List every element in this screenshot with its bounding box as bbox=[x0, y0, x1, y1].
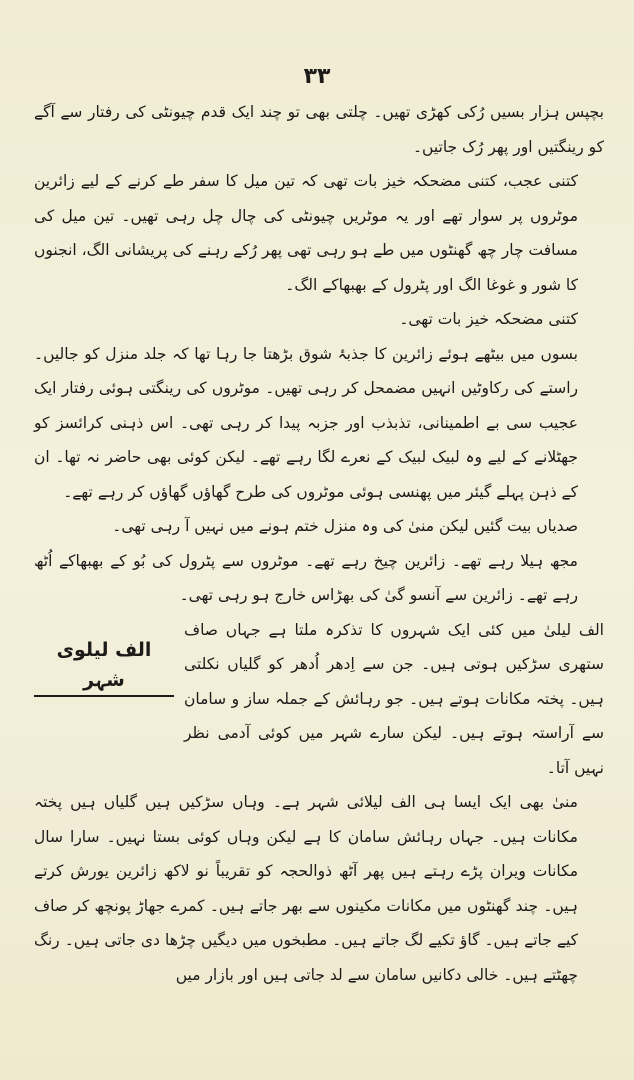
paragraph: کتنی عجب، کتنی مضحکہ خیز بات تھی کہ تین میل کا سفر طے کرنے کے لیے زائرین موٹروں پر سوار تھے اور یہ موٹریں چیونٹی کی چال چل رہی تھیں۔ تین میل کی مسافت چار چھ گھنٹوں میں طے ہو رہی تھی پھر رُکے رہنے کی پریشانی الگ، انجنوں کا شور و غوغا الگ اور پٹرول کے بھبھاکے الگ۔ bbox=[34, 172, 578, 294]
section-block bbox=[34, 613, 604, 786]
page-body bbox=[34, 95, 604, 992]
paragraph: کتنی مضحکہ خیز بات تھی۔ bbox=[399, 310, 578, 328]
closing-paragraph: منیٰ بھی ایک ایسا ہی الف لیلائی شہر ہے۔ وہاں سڑکیں ہیں گلیاں ہیں پختہ مکانات ہیں۔ جہاں رہائش سامان کا ہے لیکن وہاں کوئی بستا نہیں۔ سارا سال مکانات ویران پڑے رہتے ہیں پھر آٹھ ذوالحجہ کو تقریباً نو لاکھ زائرین یورش کرتے ہیں۔ چند گھنٹوں میں مکانات مکینوں سے بھر جاتے ہیں۔ کمرے جھاڑ پونچھ کر صاف کیے جاتے ہیں۔ گاؤ تکیے لگ جاتے ہیں۔ مطبخوں میں دیگیں چڑھا دی جاتی ہیں۔ رنگ چھٹتے ہیں۔ خالی دکانیں سامان سے لد جاتی ہیں اور بازار میں bbox=[34, 793, 578, 984]
paragraph: بسوں میں بیٹھے ہوئے زائرین کا جذبۂ شوق بڑھتا جا رہا تھا کہ جلد منزل کو جالیں۔ راستے کی رکاوٹیں انہیں مضمحل کر رہی تھیں۔ موٹروں کی رینگتی ہوئی رفتار ایک عجیب سی بے اطمینانی، تذبذب اور جزبہ پیدا کر رہی تھی۔ اس ذہنی کرائسز کو جھٹلانے کے لیے وہ لبیک لبیک کے نعرے لگا رہے تھے۔ لیکن کوئی بھی حاضر نہ تھا۔ ان کے ذہن پہلے گیئر میں پھنسی ہوئی موٹروں کی طرح گھاؤں گھاؤں کر رہے تھے۔ bbox=[34, 344, 578, 501]
paragraph: بچپس ہزار بسیں رُکی کھڑی تھیں۔ چلتی بھی تو چند ایک قدم چیونٹی کی رفتار سے آگے کو رینگتیں اور پھر رُک جاتیں۔ bbox=[34, 103, 604, 156]
section-heading: الف لیلوی شہر bbox=[34, 635, 174, 697]
section-paragraph: الف لیلیٰ میں کئی ایک شہروں کا تذکرہ ملتا ہے جہاں صاف ستھری سڑکیں ہوتی ہیں۔ جن سے اِدھر اُدھر کو گلیاں نکلتی ہیں۔ پختہ مکانات ہوتے ہیں۔ جو رہائش کے جملہ ساز و سامان سے آراستہ ہوتے ہیں۔ لیکن سارے شہر میں کوئی آدمی نظر نہیں آتا۔ bbox=[184, 620, 604, 777]
paragraph: صدیاں بیت گئیں لیکن منیٰ کی وہ منزل ختم ہونے میں نہیں آ رہی تھی۔ bbox=[112, 517, 578, 535]
paragraph: مجھ ہیلا رہے تھے۔ زائرین چیخ رہے تھے۔ موٹروں سے پٹرول کی بُو کے بھبھاکے اُٹھ رہے تھے۔ زائرین سے آنسو گیٰ کی بھڑاس خارج ہو رہی تھی۔ bbox=[34, 551, 578, 604]
page-number: ۳۳ bbox=[303, 64, 331, 89]
